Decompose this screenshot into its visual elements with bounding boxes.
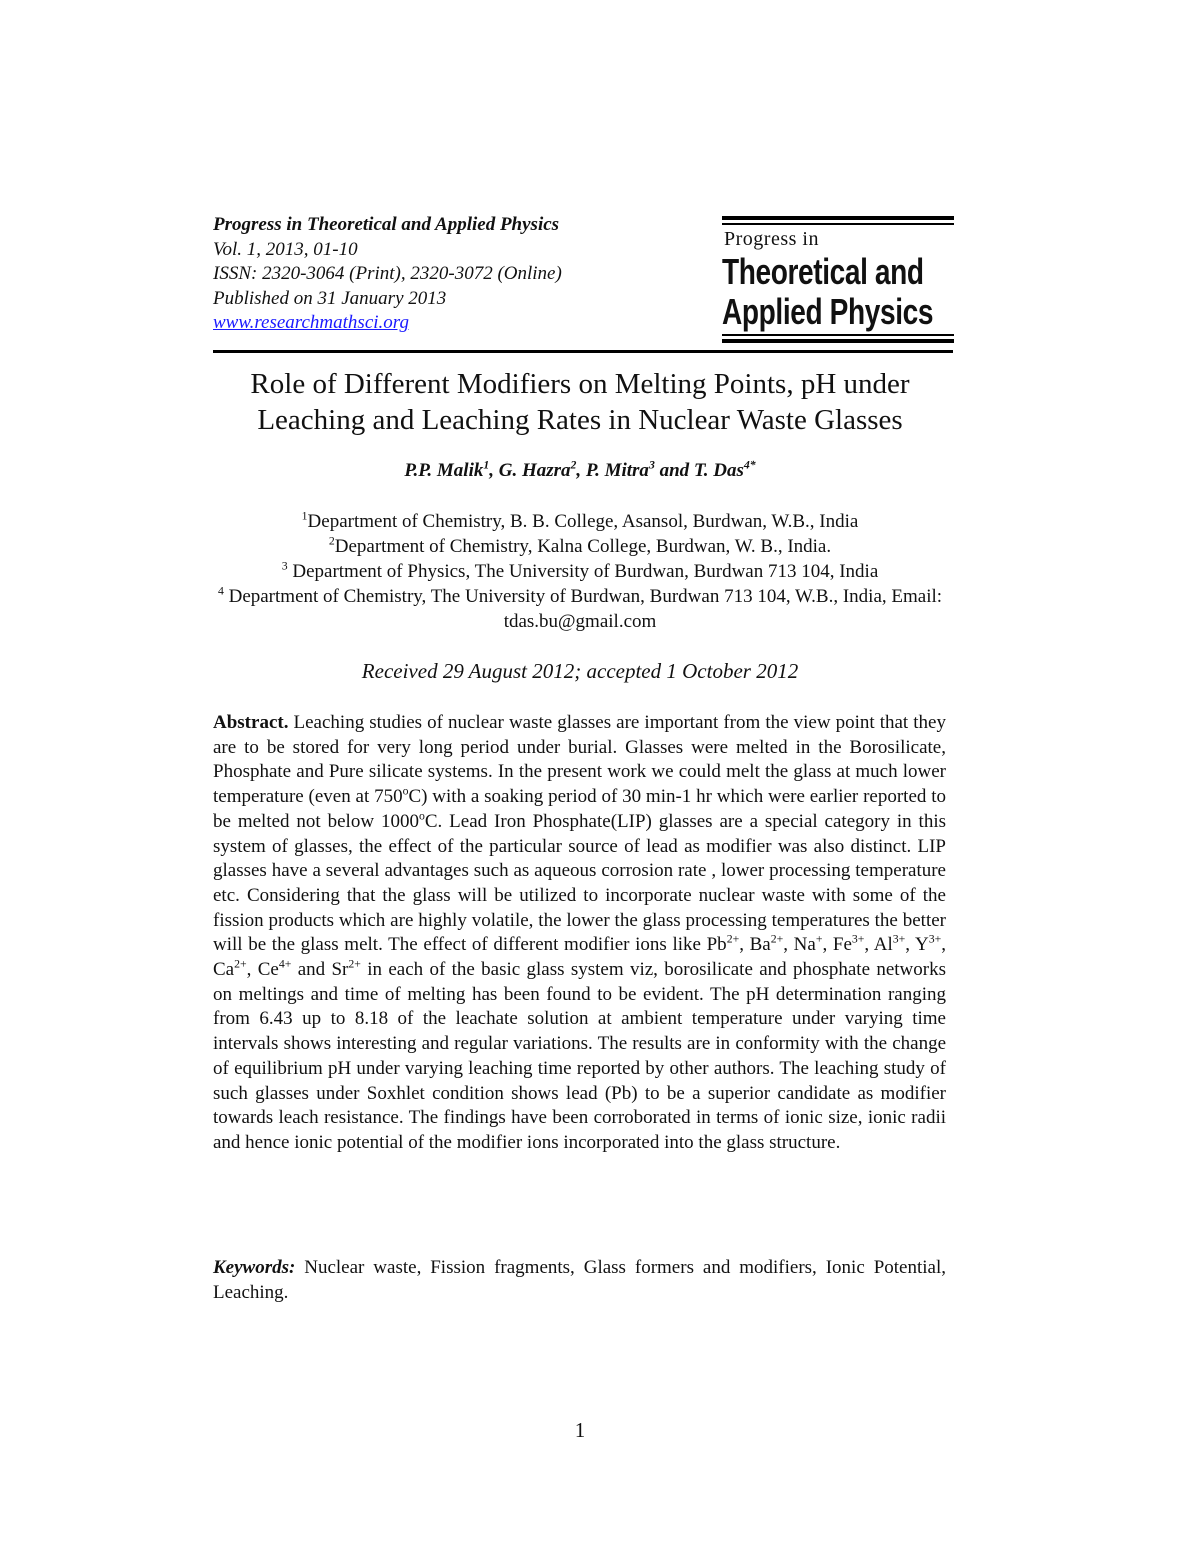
author: G. Hazra$^2$ (498, 458, 577, 481)
affiliations (150, 509, 1010, 634)
received-dates: Received 29 August 2012; accepted 1 October 2012 (361, 659, 799, 683)
keywords (213, 1256, 946, 1305)
journal-info (213, 213, 693, 336)
affiliation: $^2$Department of Chemistry, Kalna College, Burdwan, W. B., India. (328, 534, 832, 557)
keywords-text: Nuclear waste, Fission fragments, Glass formers and modifiers, Ionic Potential, Leaching. (213, 1257, 946, 1303)
ion: $Fe^{3+}$ (832, 933, 865, 956)
abstract: Abstract. Leaching studies of nuclear waste glasses are important from the view point that they are to be stored for very long period under burial. Glasses were melted in the Borosilicate, Phosphate and Pure silicate systems. In the present work we could melt the glass at much lower temperature (even at 750$^o$C) with a soaking period of 30 min-1 hr which were earlier reported to be melted not below 1000$^o$C. Lead Iron Phosphate(LIP) glasses are a special category in this system of glasses, the effect of the particular source of lead as modifier was also distinct. LIP glasses have a several advantages such as aqueous corrosion rate , lower processing temperature etc. Considering that the glass will be utilized to incorporate nuclear waste with some of the fission products which are highly volatile, the lower the glass processing temperatures the better will be the glass melt. The effect of different modifier ions like $Pb^{2+}$, $Ba^{2+}$, Na+, $Fe^{3+}$, $Al^{3+}$, $Y^{3+}$, $Ca^{2+}$, $Ce^{4+}$ and $Sr^{2+}$ in each of the basic glass system viz, borosilicate and phosphate networks on meltings and time of melting has been found to be evident. The pH determination ranging from 6.43 up to 8.18 of the leachate solution at ambient temperature under varying time intervals shows interesting and regular variations. The results are in conformity with the change of equilibrium pH under varying leaching time reported by other authors. The leaching study of such glasses under Soxhlet condition shows lead (Pb) to be a superior candidate as modifier towards leach resistance. The findings have been corroborated in terms of ionic size, ionic radii and hence ionic potential of the modifier ions incorporated into the glass structure. (213, 712, 947, 1153)
logo-line-3: Applied Physics (722, 291, 934, 332)
ion: Na+ (793, 933, 823, 956)
author: P. Mitra$^3$ (585, 458, 655, 481)
journal-published: Published on 31 January 2013 (213, 287, 447, 309)
logo-bottom-rule (722, 339, 954, 343)
ion: $Y^{3+}$ (915, 933, 942, 956)
author: P.P. Malik$^1$ (404, 458, 490, 481)
logo-top-rule-thin (722, 223, 954, 225)
ion: $Ba^{2+}$ (749, 933, 784, 956)
affiliation: $^4$ Department of Chemistry, The University of Burdwan, Burdwan 713 104, W.B., India, Email: tdas.bu@gmail.com (217, 584, 943, 632)
title-line-2: Leaching and Leaching Rates in Nuclear Waste Glasses (257, 404, 903, 436)
ion: $Pb^{2+}$ (706, 933, 740, 956)
journal-logo (722, 214, 954, 354)
logo-line-2: Theoretical and (722, 251, 924, 292)
logo-line-1: Progress in (724, 228, 819, 250)
paper-title (150, 366, 1010, 438)
keywords-label: Keywords: (213, 1257, 296, 1278)
ion: $Ce^{4+}$ (257, 957, 292, 981)
affiliation: $^1$Department of Chemistry, B. B. College, Asansol, Burdwan, W.B., India (301, 509, 859, 532)
affiliation: $^3$ Department of Physics, The University of Burdwan, Burdwan 713 104, India (281, 559, 879, 582)
journal-issn: ISSN: 2320-3064 (Print), 2320-3072 (Online) (213, 263, 562, 284)
journal-name: Progress in Theoretical and Applied Physics (213, 214, 560, 235)
ion: $Ca^{2+}$ (213, 957, 247, 981)
ion: $Al^{3+}$ (873, 933, 906, 956)
abstract-label: Abstract. (213, 712, 289, 733)
page-number: 1 (574, 1418, 586, 1442)
author-list: P.P. Malik$^1$, G. Hazra$^2$, P. Mitra$^3$ and T. Das$^{4*}$ (404, 458, 756, 481)
journal-volume: Vol. 1, 2013, 01-10 (213, 238, 358, 260)
title-line-1: Role of Different Modifiers on Melting Points, pH under (250, 368, 910, 400)
journal-website-link[interactable]: www.researchmathsci.org (213, 312, 409, 333)
ion: $Sr^{2+}$ (331, 957, 361, 981)
logo-top-rule (722, 216, 954, 220)
author: T. Das$^{4*}$ (693, 458, 756, 481)
logo-bottom-rule-thin (722, 334, 954, 336)
header-divider (213, 350, 953, 353)
